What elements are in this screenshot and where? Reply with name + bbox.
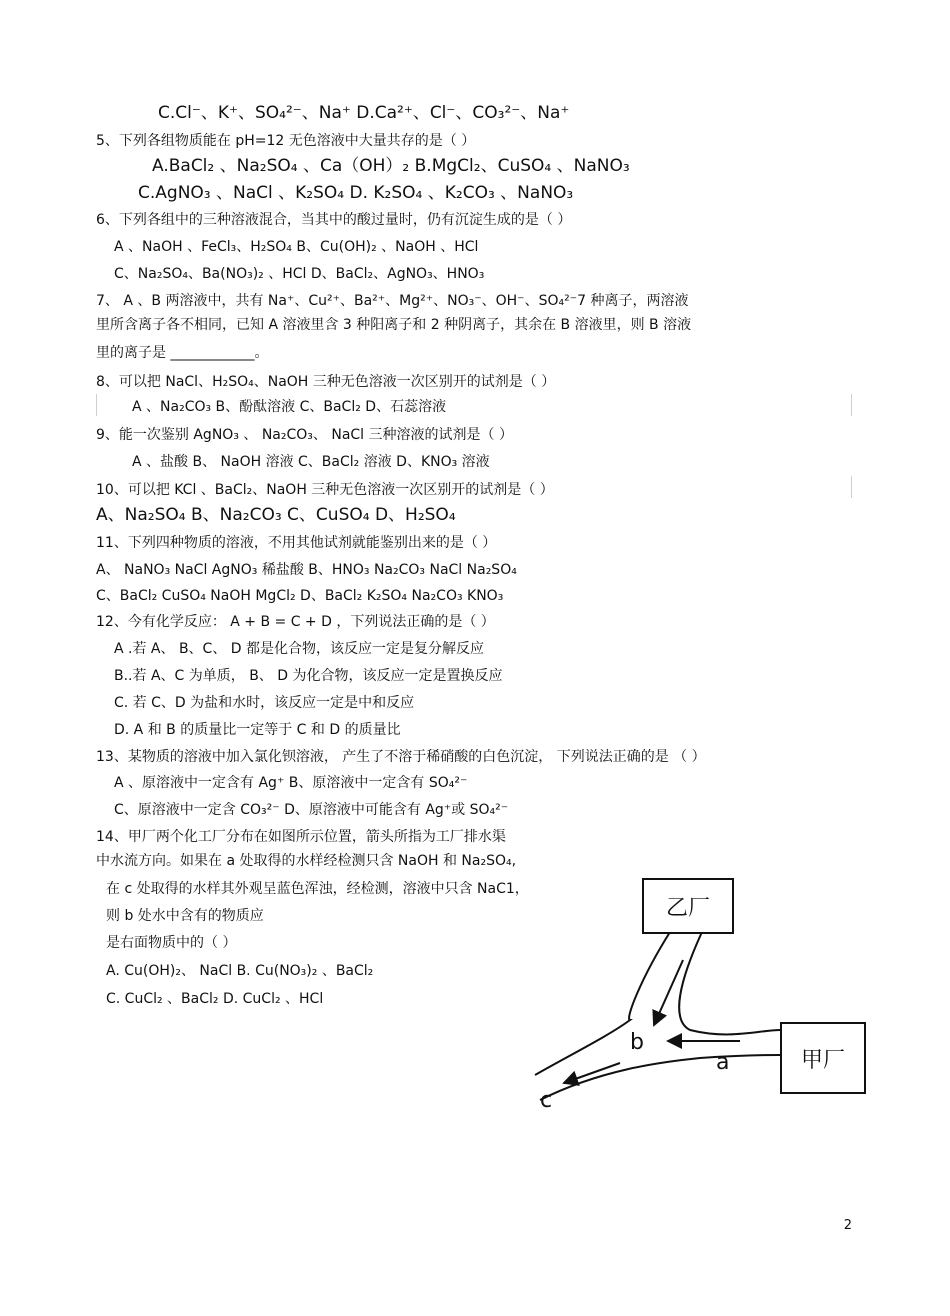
q12-option-c: C. 若 C、D 为盐和水时，该反应一定是中和反应 <box>114 695 415 711</box>
q10-stem: 10、可以把 KCl 、BaCl₂、NaOH 三种无色溶液一次区别开的试剂是（ ） <box>96 482 554 498</box>
q8-options: A 、Na₂CO₃ B、酚酞溶液 C、BaCl₂ D、石蕊溶液 <box>132 399 447 415</box>
q13-stem: 13、某物质的溶液中加入氯化钡溶液， 产生了不溶于稀硝酸的白色沉淀， 下列说法正确的是 （ ） <box>96 749 706 765</box>
factory-jia-box: 甲厂 <box>780 1022 866 1094</box>
margin-rule <box>96 394 97 416</box>
q8-stem: 8、可以把 NaCl、H₂SO₄、NaOH 三种无色溶液一次区别开的试剂是（ ） <box>96 374 556 390</box>
q12-stem: 12、今有化学反应： A + B = C + D ，下列说法正确的是（ ） <box>96 614 495 630</box>
factory-drainage-diagram <box>530 870 875 1130</box>
margin-rule <box>851 394 852 416</box>
q6-options-cd: C、Na₂SO₄、Ba(NO₃)₂ 、HCl D、BaCl₂、AgNO₃、HNO₃ <box>114 266 485 282</box>
q12-option-d: D. A 和 B 的质量比一定等于 C 和 D 的质量比 <box>114 722 401 738</box>
label-b: b <box>630 1030 644 1055</box>
q12-option-a: A .若 A、 B、C、 D 都是化合物，该反应一定是复分解反应 <box>114 641 485 657</box>
q14-stem-line2: 中水流方向。如果在 a 处取得的水样经检测只含 NaOH 和 Na₂SO₄, <box>96 853 517 869</box>
q9-options: A 、盐酸 B、 NaOH 溶液 C、BaCl₂ 溶液 D、KNO₃ 溶液 <box>132 454 490 470</box>
q14-stem-line3: 在 c 处取得的水样其外观呈蓝色浑浊，经检测，溶液中只含 NaC1， <box>106 881 529 897</box>
q12-option-b: B..若 A、C 为单质， B、 D 为化合物，该反应一定是置换反应 <box>114 668 503 684</box>
q7-stem-line2: 里所含离子各不相同，已知 A 溶液里含 3 种阳离子和 2 种阴离子，其余在 B 溶液里，则 B 溶液 <box>96 317 692 333</box>
page-number: 2 <box>843 1218 852 1233</box>
q13-options-ab: A 、原溶液中一定含有 Ag⁺ B、原溶液中一定含有 SO₄²⁻ <box>114 775 468 791</box>
q14-stem-line1: 14、甲厂两个化工厂分布在如图所示位置，箭头所指为工厂排水渠 <box>96 829 506 845</box>
label-c: c <box>540 1088 553 1113</box>
q5-options-cd: C.AgNO₃ 、NaCl 、K₂SO₄ D. K₂SO₄ 、K₂CO₃ 、NaNO₃ <box>138 183 574 203</box>
label-a: a <box>716 1050 730 1075</box>
q11-options-cd: C、BaCl₂ CuSO₄ NaOH MgCl₂ D、BaCl₂ K₂SO₄ Na₂CO₃ KNO₃ <box>96 588 504 604</box>
q5-options-ab: A.BaCl₂ 、Na₂SO₄ 、Ca（OH）₂ B.MgCl₂、CuSO₄ 、NaNO₃ <box>152 156 630 176</box>
q14-options-cd: C. CuCl₂ 、BaCl₂ D. CuCl₂ 、HCl <box>106 991 324 1007</box>
q14-options-ab: A. Cu(OH)₂、 NaCl B. Cu(NO₃)₂ 、BaCl₂ <box>106 963 374 979</box>
q13-options-cd: C、原溶液中一定含 CO₃²⁻ D、原溶液中可能含有 Ag⁺或 SO₄²⁻ <box>114 802 509 818</box>
q14-stem-line5: 是右面物质中的（ ） <box>106 935 237 951</box>
margin-rule <box>851 476 852 498</box>
q10-options: A、Na₂SO₄ B、Na₂CO₃ C、CuSO₄ D、H₂SO₄ <box>96 505 456 525</box>
q11-stem: 11、下列四种物质的溶液，不用其他试剂就能鉴别出来的是（ ） <box>96 535 497 551</box>
q11-options-ab: A、 NaNO₃ NaCl AgNO₃ 稀盐酸 B、HNO₃ Na₂CO₃ NaCl Na₂SO₄ <box>96 562 517 578</box>
q7-stem-line1: 7、 A 、B 两溶液中，共有 Na⁺、Cu²⁺、Ba²⁺、Mg²⁺、NO₃⁻、OH⁻、SO₄²⁻7 种离子，两溶液 <box>96 293 689 309</box>
q4-options-cd: C.Cl⁻、K⁺、SO₄²⁻、Na⁺ D.Ca²⁺、Cl⁻、CO₃²⁻、Na⁺ <box>158 103 570 123</box>
q7-stem-line3: 里的离子是 ____________。 <box>96 345 269 361</box>
q14-stem-line4: 则 b 处水中含有的物质应 <box>106 908 264 924</box>
q6-options-ab: A 、NaOH 、FeCl₃、H₂SO₄ B、Cu(OH)₂ 、NaOH 、HCl <box>114 239 479 255</box>
factory-yi-box: 乙厂 <box>642 878 734 934</box>
q5-stem: 5、下列各组物质能在 pH=12 无色溶液中大量共存的是（ ） <box>96 133 476 149</box>
q6-stem: 6、下列各组中的三种溶液混合，当其中的酸过量时，仍有沉淀生成的是（ ） <box>96 212 572 228</box>
q9-stem: 9、能一次鉴别 AgNO₃ 、 Na₂CO₃、 NaCl 三种溶液的试剂是（ ） <box>96 427 513 443</box>
